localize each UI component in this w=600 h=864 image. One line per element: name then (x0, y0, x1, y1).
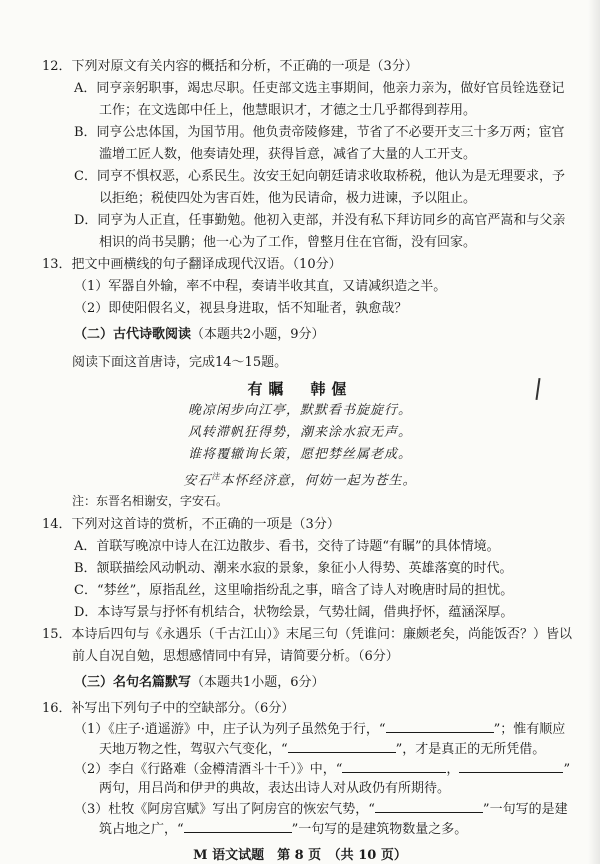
section-2-heading (74, 326, 325, 344)
q16-blank-6[interactable] (184, 820, 292, 833)
q14-option-c: C．“棼丝”，原指乱丝，这里喻指纷乱之事，暗含了诗人对晚唐时局的担忧。 (74, 583, 514, 598)
q16-item-1-line-1 (74, 720, 565, 739)
q14-option-d: D．本诗写景与抒怀有机结合，状物绘景，气势壮阔，借典抒怀，蕴涵深厚。 (74, 605, 514, 620)
q16-item-3-text-c: 筑占地之广，“ (99, 822, 184, 837)
q16-item-2-text-c: ” (563, 762, 571, 777)
q16-item-2-text-a: （2）李白《行路难（金樽清酒斗十千）》中，“ (74, 762, 343, 777)
section-2-title: （二）古代诗歌阅读 (74, 327, 192, 342)
q16-item-3-line-1 (74, 800, 568, 819)
section-2-subtitle: （本题共2小题，9分） (191, 327, 325, 342)
poem-line-4-end: 本怀经济意，何妨一起为苍生。 (220, 473, 417, 489)
q12-option-d-line2: 相识的尚书吴鹏；他一心为了工作，曾整月住在官衙，没有回家。 (99, 235, 477, 250)
q16-item-3-text-a: （3）杜牧《阿房宫赋》写出了阿房宫的恢宏气势，“ (74, 802, 375, 817)
q12-stem: 12．下列对原文有关内容的概括和分析，不正确的一项是（3分） (42, 59, 418, 74)
section-3-subtitle: （本题共1小题，6分） (191, 675, 325, 690)
q13-stem: 13．把文中画横线的句子翻译成现代汉语。（10分） (42, 257, 342, 272)
section-3-heading (74, 674, 325, 692)
q13-sentence-1: （1）军器自外输，率不中程，奏请半收其直，又请减织造之半。 (74, 279, 447, 294)
q12-option-b-line1: B．同亨公忠体国，为国节用。他负责帝陵修建，节省了不必要开支三十多万两；宦官 (74, 125, 565, 140)
q16-item-1-text-b: ”；惟有顺应 (493, 722, 566, 737)
q16-blank-5[interactable] (375, 800, 483, 813)
poem-line-4 (0, 468, 600, 490)
q16-item-1-text-a: （1）《庄子·逍遥游》中，庄子认为列子虽然免于行，“ (74, 722, 386, 737)
q16-item-3-text-b: ”一句写的是建 (482, 802, 568, 817)
q16-item-1-line-2 (99, 740, 545, 759)
poem-line-1: 晚凉闲步向江亭，默默看书旋旋行。 (187, 403, 412, 418)
q16-blank-2[interactable] (288, 740, 396, 753)
q16-blank-3[interactable] (342, 760, 446, 773)
q12-option-c-line2: 以拒绝；税使四处为害百姓，他为民请命，极力进谏，予以阻止。 (99, 191, 477, 206)
page-edge-shadow (588, 0, 600, 864)
q13-sentence-2: （2）即使阳假名义，视县身进取，恬不知耻者，孰愈哉？ (74, 301, 408, 316)
q12-option-d-line1: D．同亨为人正直，任事勤勉。他初入吏部，并没有私下拜访同乡的高官严嵩和与父亲 (74, 213, 566, 228)
poem-intro: 阅读下面这首唐诗，完成14～15题。 (72, 355, 288, 370)
q12-option-a-line2: 工作；在文选郎中任上，他慧眼识才，才德之士几乎都得到荐用。 (99, 103, 477, 118)
q12-option-a-line1: A．同亨亲躬职事，竭忠尽职。任吏部文选主事期间，他亲力亲为，做好官员铨选登记 (74, 81, 565, 96)
q12-option-c-line1: C．同亨不惧权恶，心系民生。汝安王妃向朝廷请求收取桥税，他认为是无理要求，予 (74, 169, 565, 184)
q12-option-b-line2: 滥增工匠人数，他奏请处理，获得旨意，减省了大量的人工开支。 (99, 147, 477, 162)
q16-item-2-line-1 (74, 760, 570, 779)
q16-blank-1[interactable] (386, 720, 494, 733)
page-footer: M 语文试题 第 8 页 （共 10 页） (193, 848, 407, 863)
q14-stem: 14．下列对这首诗的赏析，不正确的一项是（3分） (42, 517, 340, 532)
q15-line-1: 15．本诗后四句与《永遇乐（千古江山）》末尾三句（凭谁问：廉颇老矣，尚能饭否？）皆以 (42, 627, 573, 642)
q16-item-1-text-c: 天地万物之性，驾驭六气变化，“ (99, 742, 288, 757)
poem-line-2: 风转滞帆狂得势，潮来涂水寂无声。 (187, 425, 412, 440)
poem-title: 有瞩 韩偓 (247, 380, 353, 398)
q16-item-3-text-d: ”一句写的是建筑物数量之多。 (291, 822, 468, 837)
q16-blank-4[interactable] (459, 760, 563, 773)
q14-option-b: B．颔联描绘风动帆动、潮来水寂的景象，象征小人得势、英雄落寞的时代。 (74, 561, 513, 576)
q16-item-3-line-2 (99, 820, 467, 839)
q16-item-2-line-2: 两句，用吕尚和伊尹的典故，表达出诗人对从政仍有所期待。 (99, 781, 451, 796)
q14-option-a: A．首联写晚凉中诗人在江边散步、看书，交待了诗题“有瞩”的具体情境。 (74, 539, 500, 554)
poem-note: 注：东晋名相谢安，字安石。 (72, 494, 229, 508)
q15-line-2: 前人自况自勉，思想感情同中有异，请简要分析。（6分） (72, 649, 399, 664)
q16-item-2-text-b: ， (446, 762, 460, 777)
poem-note-marker: 注 (211, 472, 221, 481)
q16-item-1-text-d: ”，才是真正的无所凭借。 (395, 742, 546, 757)
q16-stem: 16．补写出下列句子中的空缺部分。（6分） (42, 701, 295, 716)
section-3-title: （三）名句名篇默写 (74, 675, 192, 690)
poem-line-4-start: 安石 (183, 473, 212, 489)
poem-line-3: 谁将覆辙询长策，愿把棼丝属老成。 (187, 447, 412, 462)
